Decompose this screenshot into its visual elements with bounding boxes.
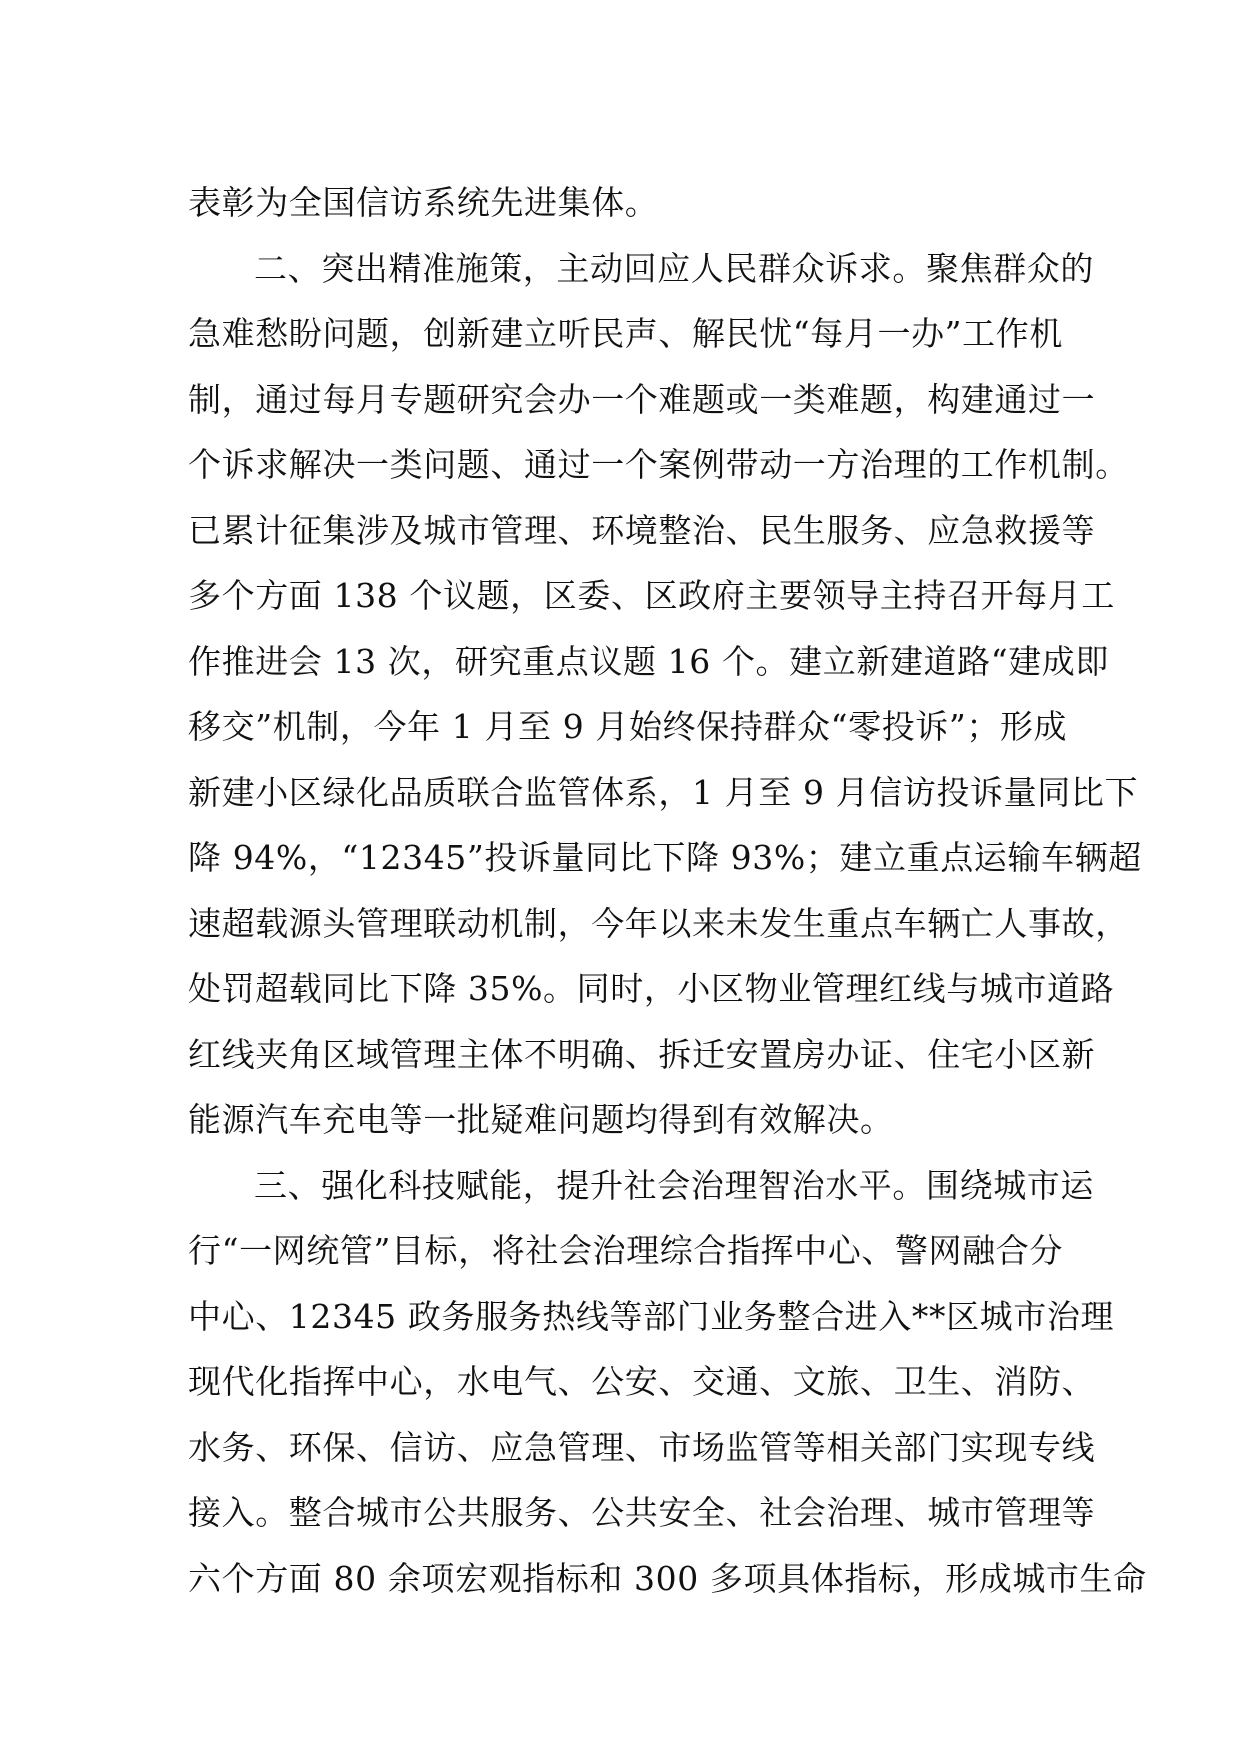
paragraph-heading-3: 三、强化科技赋能，提升社会治理智治水平。围绕城市运 (254, 1165, 1094, 1205)
text-line: 处罚超载同比下降 35%。同时，小区物业管理红线与城市道路 (188, 969, 1115, 1008)
text-line: 新建小区绿化品质联合监管体系，1 月至 9 月信访投诉量同比下 (188, 772, 1139, 812)
text-line: 制，通过每月专题研究会办一个难题或一类难题，构建通过一 (188, 379, 1096, 419)
text-line: 中心、12345 政务服务热线等部门业务整合进入**区城市治理 (188, 1296, 1115, 1336)
text-line: 已累计征集涉及城市管理、环境整治、民生服务、应急救援等 (188, 510, 1096, 550)
document-body (188, 170, 1147, 1611)
text-line: 能源汽车充电等一批疑难问题均得到有效解决。 (188, 1100, 894, 1139)
paragraph-heading-2: 二、突出精准施策，主动回应人民群众诉求。聚焦群众的 (254, 248, 1094, 288)
text-line: 六个方面 80 余项宏观指标和 300 多项具体指标，形成城市生命 (188, 1558, 1147, 1598)
text-line: 现代化指挥中心，水电气、公安、交通、文旅、卫生、消防、 (188, 1362, 1096, 1401)
text-line: 水务、环保、信访、应急管理、市场监管等相关部门实现专线 (188, 1427, 1096, 1467)
text-line: 个诉求解决一类问题、通过一个案例带动一方治理的工作机制。 (188, 445, 1129, 484)
text-line: 红线夹角区域管理主体不明确、拆迁安置房办证、住宅小区新 (188, 1034, 1096, 1074)
text-line: 速超载源头管理联动机制，今年以来未发生重点车辆亡人事故， (188, 903, 1129, 943)
text-line: 表彰为全国信访系统先进集体。 (188, 183, 659, 222)
text-line: 移交”机制，今年 1 月至 9 月始终保持群众“零投诉”；形成 (188, 707, 1068, 746)
text-line: 接入。整合城市公共服务、公共安全、社会治理、城市管理等 (188, 1493, 1096, 1532)
text-line: 急难愁盼问题，创新建立听民声、解民忧“每月一办”工作机 (188, 314, 1063, 353)
text-line: 降 94%，“12345”投诉量同比下降 93%；建立重点运输车辆超 (188, 838, 1142, 877)
text-line: 多个方面 138 个议题，区委、区政府主要领导主持召开每月工 (188, 576, 1115, 615)
text-line: 作推进会 13 次，研究重点议题 16 个。建立新建道路“建成即 (188, 641, 1110, 681)
text-line: 行“一网统管”目标，将社会治理综合指挥中心、警网融合分 (188, 1231, 1063, 1270)
